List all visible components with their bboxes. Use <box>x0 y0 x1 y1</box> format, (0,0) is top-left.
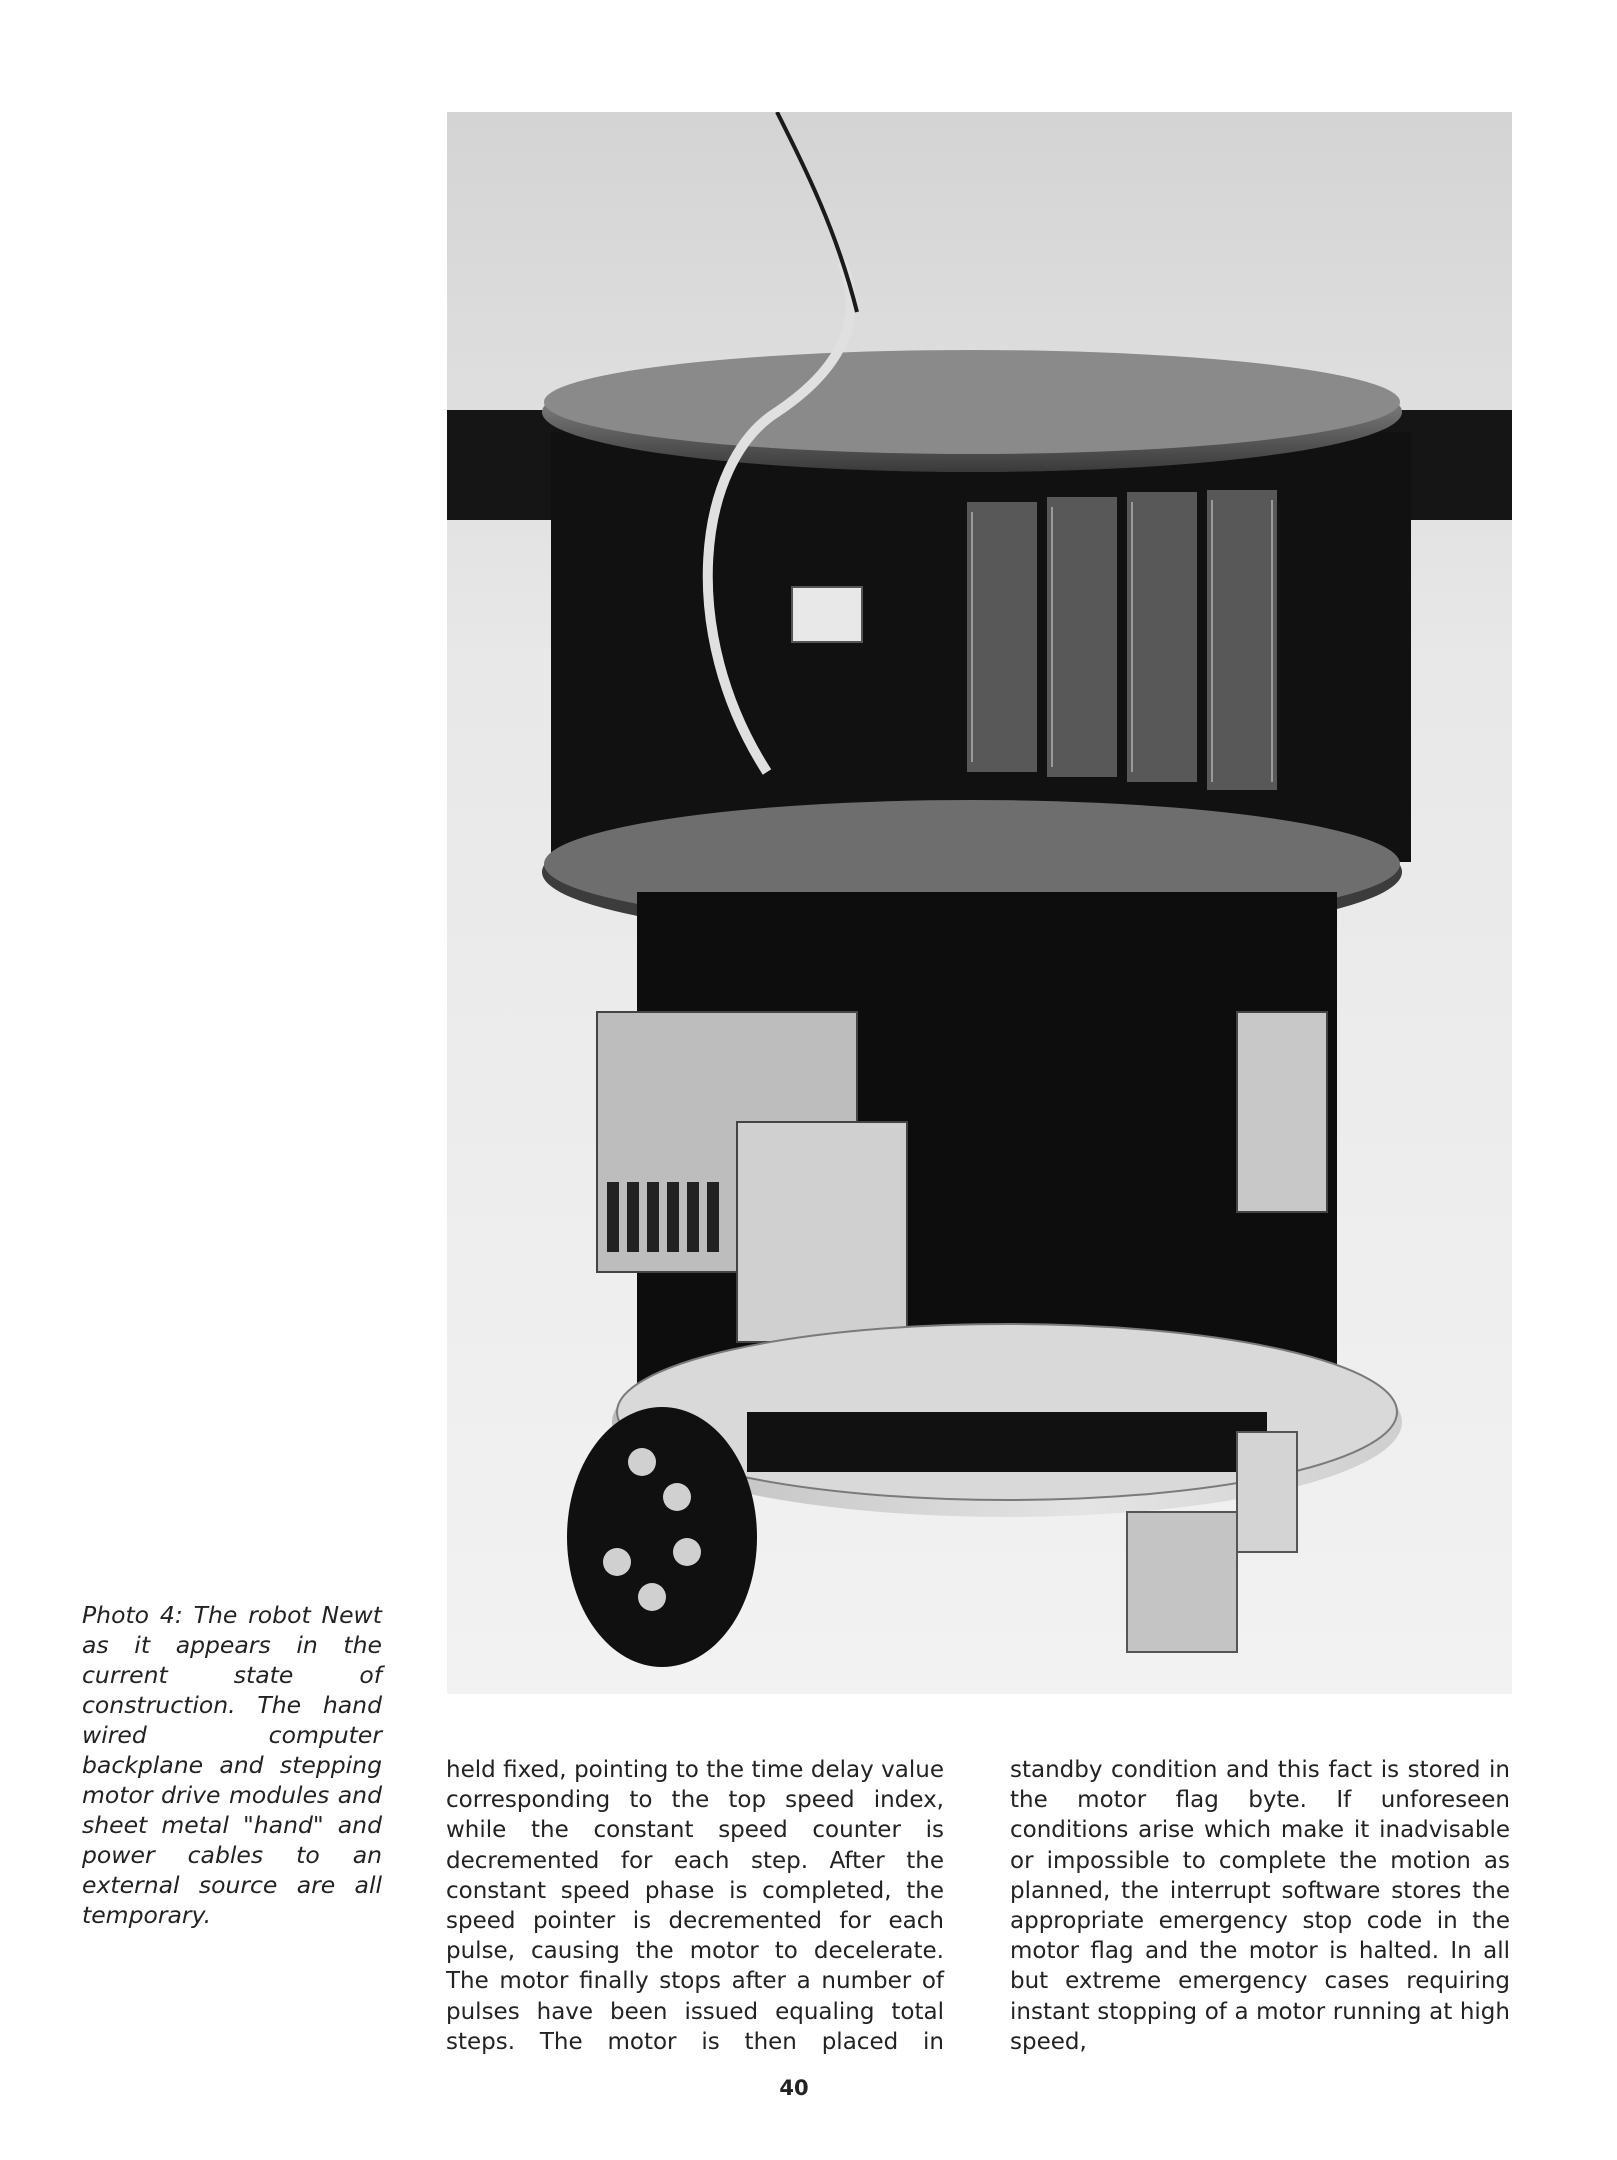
body-text-left-column: held fixed, pointing to the time delay value corresponding to the top speed index, while the constant speed counter is decremented for each step. After the constant speed phase is completed, the speed pointer is decremented for each pulse, causing the motor to decelerate. The motor finally stops after a number of pulses have been issued equaling total steps. The motor is then placed in <box>446 1757 944 2055</box>
robot-photo <box>447 112 1512 1694</box>
photo-caption: Photo 4: The robot Newt as it appears in the current state of construction. The hand wired computer backplane and stepping motor drive modules and sheet metal "hand" and power cables to an external source are all temporary. <box>82 1601 382 1929</box>
body-text-right-column: standby condition and this fact is stored in the motor flag byte. If unforeseen conditions arise which make it inadvisable or impossible to complete the motion as planned, the interrupt software stores the appropriate emergency stop code in the motor flag and the motor is halted. In all but extreme emergency cases requiring instant stopping of a motor running at high speed, <box>1010 1757 1510 2055</box>
robot-illustration <box>447 112 1512 1694</box>
page-number: 40 <box>779 2076 809 2100</box>
